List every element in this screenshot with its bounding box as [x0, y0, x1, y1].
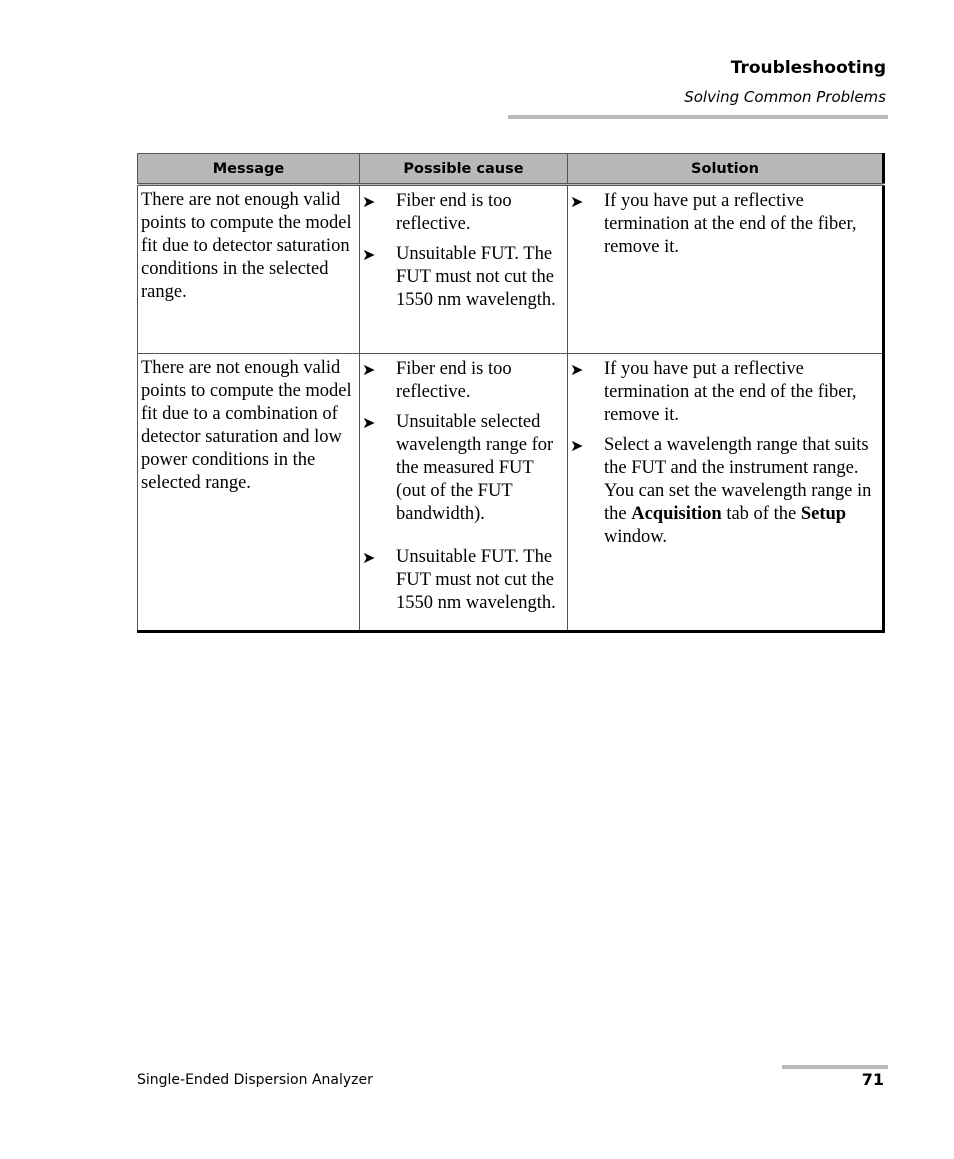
cause-item [360, 358, 565, 404]
column-header-message: Message [138, 154, 360, 185]
cause-cell [360, 185, 568, 354]
solution-text [604, 434, 880, 549]
arrow-bullet-icon: ➤ [570, 436, 584, 455]
footer-document-title: Single-Ended Dispersion Analyzer [137, 1072, 373, 1088]
acquisition-tab-term: Acquisition [631, 504, 722, 524]
table-row [138, 354, 884, 632]
solution-item [568, 358, 880, 427]
message-cell: There are not enough valid points to compute the model fit due to detector saturation conditions in the selected range. [138, 185, 360, 354]
troubleshooting-table [137, 153, 886, 633]
cause-text: Fiber end is too reflective. [396, 191, 512, 234]
cause-text: Unsuitable FUT. The FUT must not cut the 1550 nm wavelength. [396, 244, 556, 310]
solution-text-part: tab of the [721, 504, 801, 524]
cause-item [360, 411, 565, 526]
footer-rule [782, 1065, 888, 1069]
header-rule [508, 115, 888, 119]
solution-cell [568, 354, 884, 632]
cause-cell [360, 354, 568, 632]
message-cell: There are not enough valid points to compute the model fit due to a combination of detector saturation and low power conditions in the selected range. [138, 354, 360, 632]
arrow-bullet-icon: ➤ [362, 413, 376, 432]
solution-cell [568, 185, 884, 354]
solution-item [568, 190, 880, 259]
section-subtitle: Solving Common Problems [684, 88, 886, 106]
arrow-bullet-icon: ➤ [570, 192, 584, 211]
column-header-possible-cause: Possible cause [360, 154, 568, 185]
section-title: Troubleshooting [730, 58, 886, 78]
solution-item [568, 434, 880, 549]
cause-item [360, 190, 565, 236]
arrow-bullet-icon: ➤ [362, 192, 376, 211]
table-header-row [138, 154, 884, 185]
solution-text-part: Select a wavelength range that suits the FUT and the instrument range. You can set the wavelength range in the [604, 435, 872, 524]
arrow-bullet-icon: ➤ [362, 245, 376, 264]
arrow-bullet-icon: ➤ [362, 360, 376, 379]
cause-text: Unsuitable selected wavelength range for the measured FUT (out of the FUT bandwidth). [396, 412, 554, 524]
solution-text-part: window. [604, 527, 668, 547]
arrow-bullet-icon: ➤ [362, 548, 376, 567]
cause-item [360, 243, 565, 312]
cause-item [360, 546, 565, 615]
column-header-solution: Solution [568, 154, 884, 185]
arrow-bullet-icon: ➤ [570, 360, 584, 379]
setup-window-term: Setup [800, 504, 847, 524]
table-row [138, 185, 884, 354]
solution-text: If you have put a reflective termination at the end of the fiber, remove it. [604, 359, 857, 425]
solution-text: If you have put a reflective termination at the end of the fiber, remove it. [604, 191, 857, 257]
cause-text: Unsuitable FUT. The FUT must not cut the 1550 nm wavelength. [396, 547, 556, 613]
cause-text: Fiber end is too reflective. [396, 359, 512, 402]
page-number: 71 [861, 1070, 884, 1089]
